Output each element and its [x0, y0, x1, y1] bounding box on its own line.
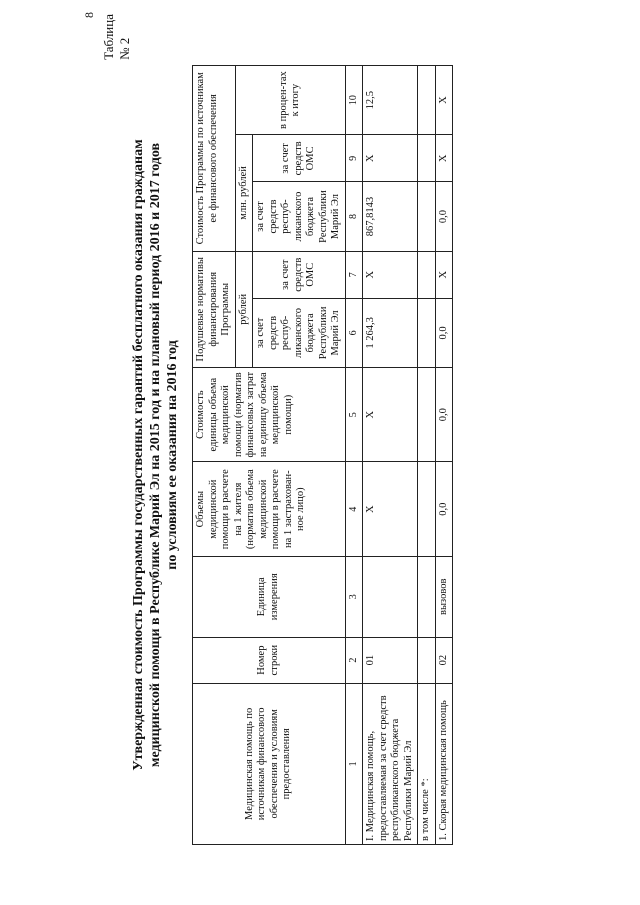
header-unit-rubles: рублей: [235, 251, 253, 367]
table-label: Таблица № 2: [101, 14, 132, 60]
row-cell: X: [435, 66, 453, 135]
row-cell: 1 264,3: [363, 298, 418, 367]
header-col-5: Стоимость единицы объема медицинской помощи (норматив финансовых затрат на единицу объема медицинской помощи): [193, 367, 346, 461]
document-title: [130, 65, 181, 845]
row-number: [418, 637, 436, 683]
column-number: 9: [345, 135, 363, 182]
header-col-2: Номер строки: [193, 637, 346, 683]
header-col-9: за счет средств ОМС: [253, 135, 346, 182]
row-cell: [418, 66, 436, 135]
title-line-3: по условиям ее оказания на 2016 год: [165, 340, 180, 570]
table-row: [363, 66, 418, 845]
row-number: 02: [435, 637, 453, 683]
row-label: в том числе *:: [418, 683, 436, 844]
header-col-8: за счет средств респуб-ликанского бюджета Республики Марий Эл: [253, 182, 346, 251]
row-cell: X: [435, 251, 453, 298]
row-cell: 867,8143: [363, 182, 418, 251]
row-cell: 0,0: [435, 298, 453, 367]
row-cell: X: [363, 367, 418, 461]
column-number: 6: [345, 298, 363, 367]
header-col-7: за счет средств ОМС: [253, 251, 346, 298]
row-cell: X: [363, 135, 418, 182]
column-number: 5: [345, 367, 363, 461]
header-col-1: Медицинская помощь по источникам финансового обеспечения и условиям предоставления: [193, 683, 346, 844]
column-number: 10: [345, 66, 363, 135]
title-line-1: Утвержденная стоимость Программы государственных гарантий бесплатного оказания гражданам: [131, 139, 146, 771]
column-number: 3: [345, 556, 363, 637]
cost-table: [192, 65, 453, 845]
row-unit: [363, 556, 418, 637]
row-cell: 0,0: [435, 367, 453, 461]
header-col-8-10: Стоимость Программы по источникам ее финансового обеспечения: [193, 66, 236, 252]
table-row: [418, 66, 436, 845]
row-cell: [418, 182, 436, 251]
title-line-2: медицинской помощи в Республике Марий Эл на 2015 год и на плановый период 2016 и 2017 годов: [148, 142, 163, 768]
header-row-1: [193, 66, 236, 845]
row-label: 1. Скорая медицинская помощь: [435, 683, 453, 844]
column-number: 4: [345, 462, 363, 556]
header-col-10: в процен-тах к итогу: [235, 66, 345, 135]
row-unit: вызовов: [435, 556, 453, 637]
row-unit: [418, 556, 436, 637]
row-label: I. Медицинская помощь, предоставляемая за счет средств республиканского бюджета Республики Марий Эл: [363, 683, 418, 844]
row-cell: X: [435, 135, 453, 182]
header-unit-mln: млн. рублей: [235, 135, 253, 251]
column-number: 8: [345, 182, 363, 251]
column-number: 7: [345, 251, 363, 298]
column-number: 2: [345, 637, 363, 683]
table-row: [435, 66, 453, 845]
row-cell: X: [363, 251, 418, 298]
column-number-row: [345, 66, 363, 845]
page-number: 8: [82, 12, 96, 18]
column-number: 1: [345, 683, 363, 844]
header-col-6: за счет средств респуб-ликанского бюджета Республики Марий Эл: [253, 298, 346, 367]
row-cell: [418, 135, 436, 182]
row-cell: 0,0: [435, 182, 453, 251]
header-col-4: Объемы медицинской помощи в расчете на 1 жителя (норматив объема медицинской помощи в расчете на 1 застрахован-ное лицо): [193, 462, 346, 556]
row-cell: [418, 462, 436, 556]
row-cell: [418, 298, 436, 367]
row-cell: [418, 251, 436, 298]
row-cell: 12,5: [363, 66, 418, 135]
row-number: 01: [363, 637, 418, 683]
row-cell: X: [363, 462, 418, 556]
header-col-6-7: Подушевые нормативы финансирования Программы: [193, 251, 236, 367]
row-cell: 0,0: [435, 462, 453, 556]
row-cell: [418, 367, 436, 461]
header-col-3: Единица измерения: [193, 556, 346, 637]
